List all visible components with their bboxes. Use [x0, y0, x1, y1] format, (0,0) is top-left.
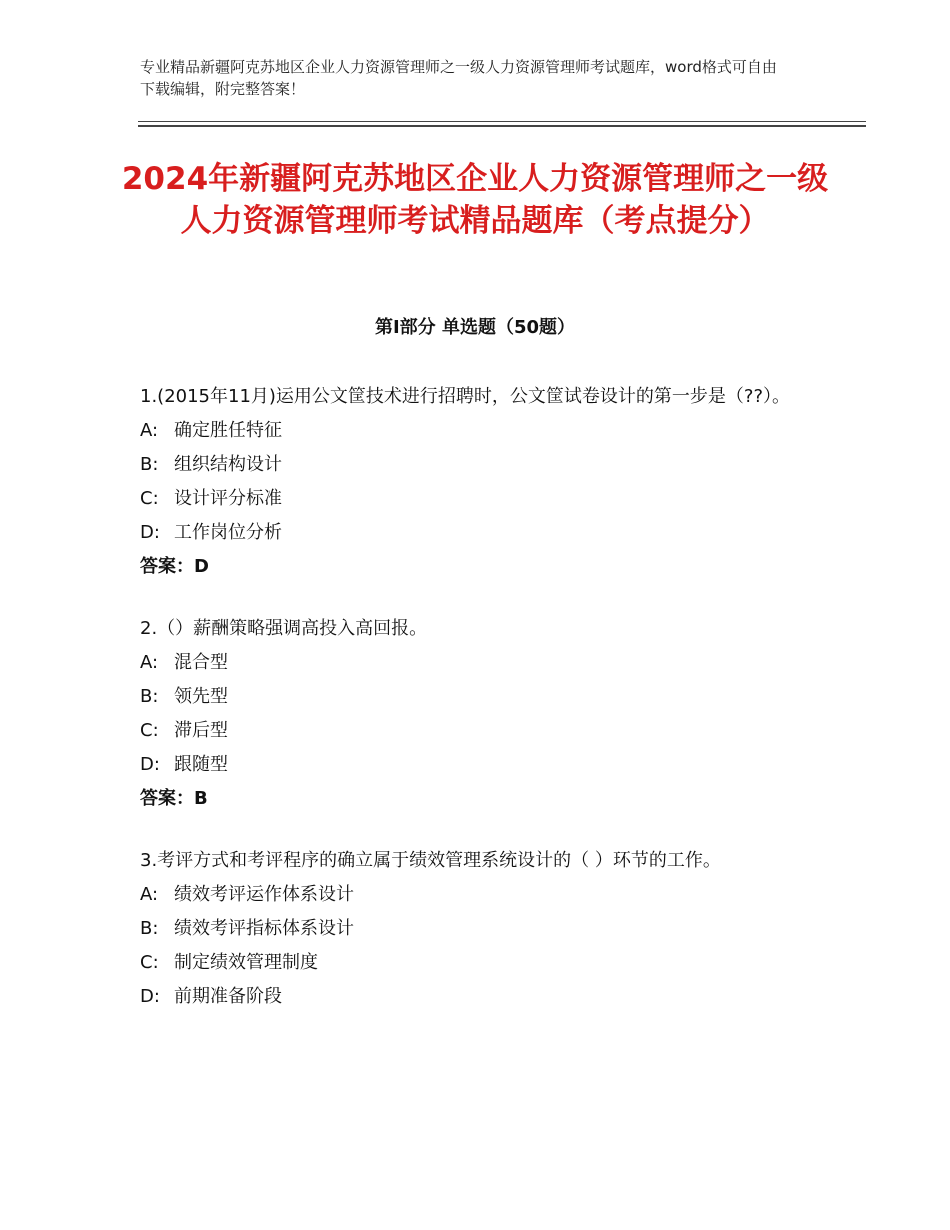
question-1 — [140, 380, 812, 584]
option-text: 制定绩效管理制度 — [174, 952, 318, 973]
option-text: 跟随型 — [174, 754, 228, 775]
answer-line: 答案：D — [140, 556, 209, 577]
option-d — [140, 516, 812, 550]
option-letter: B: — [140, 918, 159, 939]
option-text: 绩效考评运作体系设计 — [174, 884, 354, 905]
option-letter: C: — [140, 488, 159, 509]
option-d — [140, 748, 812, 782]
document-title: 2024年新疆阿克苏地区企业人力资源管理师之一级人力资源管理师考试精品题库（考点提分） — [121, 161, 829, 239]
option-d — [140, 980, 812, 1014]
option-b — [140, 912, 812, 946]
header-rule-thick — [138, 125, 866, 127]
option-a — [140, 414, 812, 448]
option-letter: B: — [140, 454, 159, 475]
option-b — [140, 680, 812, 714]
header-rule-thin — [138, 121, 866, 122]
question-stem: 3.考评方式和考评程序的确立属于绩效管理系统设计的（ ）环节的工作。 — [140, 850, 721, 871]
option-c — [140, 946, 812, 980]
option-c — [140, 482, 812, 516]
option-text: 组织结构设计 — [174, 454, 282, 475]
question-list — [140, 380, 812, 1042]
option-letter: D: — [140, 522, 160, 543]
option-letter: A: — [140, 420, 159, 441]
section-heading: 第Ⅰ部分 单选题（50题） — [374, 317, 575, 338]
answer-line: 答案：B — [140, 788, 208, 809]
option-a — [140, 646, 812, 680]
header-note: 专业精品新疆阿克苏地区企业人力资源管理师之一级人力资源管理师考试题库，word格式可自由下载编辑，附完整答案！ — [140, 58, 777, 98]
option-text: 设计评分标准 — [174, 488, 282, 509]
option-b — [140, 448, 812, 482]
option-letter: C: — [140, 952, 159, 973]
question-2 — [140, 612, 812, 816]
option-letter: A: — [140, 652, 159, 673]
option-c — [140, 714, 812, 748]
option-text: 绩效考评指标体系设计 — [174, 918, 354, 939]
option-text: 滞后型 — [174, 720, 228, 741]
option-letter: B: — [140, 686, 159, 707]
option-letter: A: — [140, 884, 159, 905]
option-text: 确定胜任特征 — [174, 420, 282, 441]
option-text: 领先型 — [174, 686, 228, 707]
option-letter: C: — [140, 720, 159, 741]
option-text: 工作岗位分析 — [174, 522, 282, 543]
question-stem: 1.(2015年11月)运用公文筐技术进行招聘时，公文筐试卷设计的第一步是（??）。 — [140, 386, 791, 407]
option-letter: D: — [140, 754, 160, 775]
question-stem: 2.（）薪酬策略强调高投入高回报。 — [140, 618, 428, 639]
option-letter: D: — [140, 986, 160, 1007]
option-text: 混合型 — [174, 652, 228, 673]
question-3 — [140, 844, 812, 1014]
option-a — [140, 878, 812, 912]
option-text: 前期准备阶段 — [174, 986, 282, 1007]
